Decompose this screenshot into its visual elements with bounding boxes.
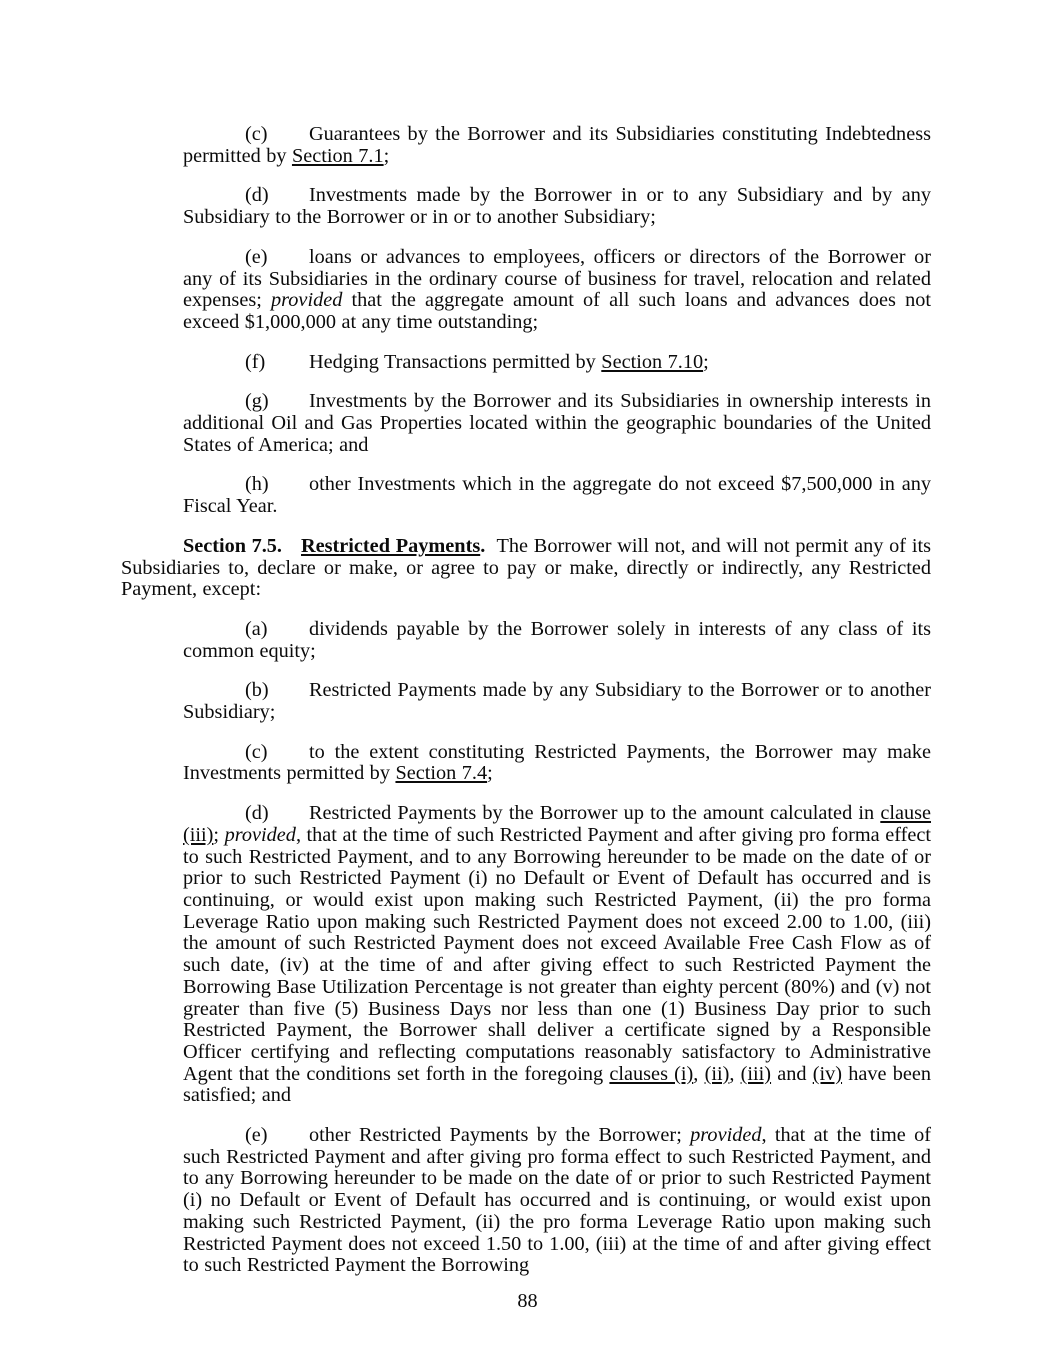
item-letter-label: (f)	[245, 350, 266, 373]
list-item-paragraph	[183, 391, 931, 456]
text-run: and	[771, 1062, 813, 1085]
item-letter-label: (c)	[245, 740, 268, 763]
list-item-paragraph	[183, 619, 931, 662]
item-letter-label: (d)	[245, 184, 269, 207]
item-letter-label: (b)	[245, 679, 269, 702]
item-letter-label: (h)	[245, 473, 269, 496]
underlined-text-run: Section 7.10	[601, 350, 704, 373]
text-run: , that at the time of such Restricted Payment and after giving pro forma effect to such Restricted Payment, and to any Borrowing hereunder to be made on the date of or prior to such Restricted Payment (i) no Default or Event of Default has occurred and is continuing, or would exist upon making such Restricted Payment, (ii) the pro forma Leverage Ratio upon making such Restricted Payment does not exceed 1.50 to 1.00, (iii) at the time of and after giving effect to such Restricted Payment the Borrowing	[183, 1124, 931, 1277]
list-item-paragraph	[183, 124, 931, 167]
item-letter-label: (e)	[245, 245, 268, 268]
text-run: other Restricted Payments by the Borrower;	[309, 1124, 691, 1147]
page-footer	[0, 1291, 1055, 1313]
list-item-paragraph	[183, 352, 931, 374]
underlined-text-run: (ii)	[704, 1062, 730, 1085]
item-letter-label: (a)	[245, 617, 268, 640]
text-run: have been satisfied; and	[183, 1062, 932, 1107]
underlined-text-run: Section 7.4	[395, 762, 488, 785]
list-item-paragraph	[183, 247, 931, 334]
underlined-text-run: Restricted Payments	[301, 534, 481, 557]
text-run: provided	[224, 823, 296, 846]
underlined-text-run: Section 7.1	[291, 144, 384, 167]
text-run: The Borrower will not, and will not permit any of its Subsidiaries to, declare or make, or agree to pay or make, directly or indirectly, any Restricted Payment, except:	[121, 534, 931, 601]
text-run: Hedging Transactions permitted by	[309, 350, 602, 373]
list-item-paragraph	[183, 1125, 931, 1277]
text-run: Guarantees by the Borrower and its Subsidiaries constituting Indebtedness permitted by	[183, 123, 931, 167]
item-letter-label: (g)	[245, 390, 269, 413]
text-run: ;	[703, 350, 709, 373]
list-item-paragraph	[183, 803, 931, 1107]
list-item-paragraph	[183, 742, 931, 785]
item-letter-label: (d)	[245, 802, 269, 825]
underlined-text-run: clause (iii)	[183, 802, 931, 846]
text-run: provided	[690, 1124, 762, 1147]
text-run: ,	[693, 1062, 705, 1085]
list-item-paragraph	[183, 185, 931, 228]
text-run: Restricted Payments by the Borrower up to the amount calculated in	[309, 802, 881, 825]
text-run: loans or advances to employees, officers or directors of the Borrower or any of its Subsidiaries in the ordinary course of business for travel, relocation and related expenses;	[183, 245, 931, 312]
text-run: Investments by the Borrower and its Subsidiaries in ownership interests in additional Oil and Gas Properties located within the geographic boundaries of the United States of America; and	[183, 390, 931, 456]
text-run: provided	[271, 289, 343, 312]
page-number: 88	[517, 1290, 538, 1312]
text-run: , that at the time of such Restricted Payment and after giving pro forma effect to such Restricted Payment, and to any Borrowing hereunder to be made on the date of or prior to such Restricted Payment (i) no Default or Event of Default has occurred and is continuing, or would exist upon making such Restricted Payment, (ii) the pro forma Leverage Ratio upon making such Restricted Payment does not exceed 2.00 to 1.00, (iii) the amount of such Restricted Payment does not exceed Available Free Cash Flow as of such date, (iv) at the time of and after giving effect to such Restricted Payment the Borrowing Base Utilization Percentage is not greater than eighty percent (80%) and (v) not greater than five (5) Business Days nor less than one (1) Business Day prior to such Restricted Payment, the Borrower shall deliver a certificate signed by a Responsible Officer certifying and reflecting computations reasonably satisfactory to Administrative Agent that the conditions set forth in the foregoing	[183, 823, 931, 1085]
text-run: that the aggregate amount of all such loans and advances does not exceed $1,000,000 at any time outstanding;	[183, 289, 931, 333]
section-paragraph	[121, 536, 931, 601]
underlined-text-run: clauses (i)	[609, 1062, 694, 1085]
text-run: Investments made by the Borrower in or to any Subsidiary and by any Subsidiary to the Borrower or in or to another Subsidiary;	[183, 184, 931, 229]
text-run: ;	[213, 823, 225, 846]
underlined-text-run: (iii)	[740, 1062, 772, 1085]
item-letter-label: (c)	[245, 123, 268, 145]
list-item-paragraph	[183, 680, 931, 723]
text-run: ,	[729, 1062, 741, 1085]
list-item-paragraph	[183, 474, 931, 517]
item-letter-label: (e)	[245, 1124, 268, 1147]
text-run: Restricted Payments made by any Subsidiary to the Borrower or to another Subsidiary;	[183, 679, 931, 724]
underlined-text-run: (iv)	[812, 1062, 843, 1085]
section-number-label: Section 7.5.	[183, 534, 282, 557]
document-body	[121, 124, 931, 1277]
text-run: to the extent constituting Restricted Payments, the Borrower may make Investments permitted by	[183, 740, 931, 785]
text-run: ;	[487, 762, 493, 785]
text-run: ;	[383, 144, 390, 167]
text-run: other Investments which in the aggregate do not exceed $7,500,000 in any Fiscal Year.	[183, 473, 931, 518]
text-run: dividends payable by the Borrower solely in interests of any class of its common equity;	[183, 617, 931, 662]
text-run: .	[480, 534, 486, 557]
